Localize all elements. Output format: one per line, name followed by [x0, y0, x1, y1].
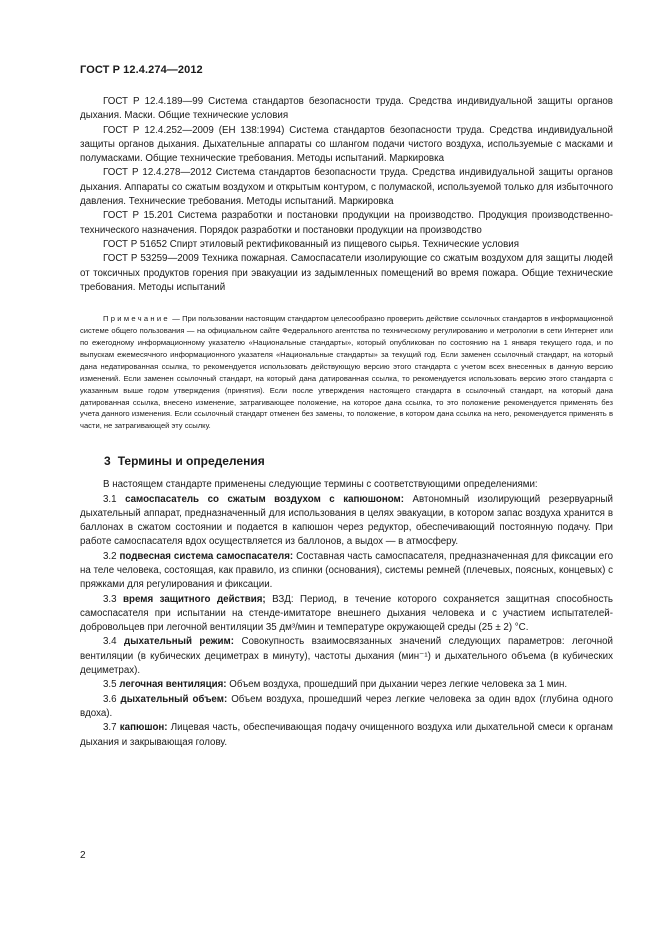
term-name: капюшон: — [119, 722, 168, 734]
term-number: 3.3 — [103, 593, 117, 605]
reference-item: ГОСТ Р 51652 Спирт этиловый ректификованный из пищевого сырья. Технические условия — [103, 238, 519, 250]
section-title: Термины и определения — [117, 454, 265, 469]
term-definition — [80, 721, 613, 750]
term-text: Объем воздуха, прошедший при дыхании через легкие человека за 1 мин. — [229, 679, 568, 691]
reference-item: ГОСТ Р 12.4.278—2012 Система стандартов безопасности труда. Средства индивидуальной защиты органов дыхания. Аппараты со сжатым воздухом и открытым контуром, с полумаской, используемой только для избыточного давления. Технические требования. Методы испытаний. Маркировка — [80, 167, 613, 208]
term-text: Объем воздуха, прошедший через легкие человека за один вдох (глубина одного вдоха). — [80, 693, 614, 719]
note-paragraph — [80, 313, 613, 432]
note-text: — При пользовании настоящим стандартом целесообразно проверить действие ссылочных стандартов в информационной системе общего пользования — на официальном сайте Федерального агентства по техническому регулированию и метрологии в сети Интернет или по ежегодному информационному указателю «Национальные стандарты», который опубликован по состоянию на 1 января текущего года, и по выпускам ежемесячного информационного указателя «Национальные стандарты» за текущий год. Если заменен ссылочный стандарт, на который дана недатированная ссылка, то рекомендуется использовать действующую версию этого стандарта с учетом всех внесенных в данную версию изменений. Если заменен ссылочный стандарт, на который дана датированная ссылка, то рекомендуется использовать версию этого стандарта с указанным выше годом утверждения (принятия). Если после утверждения настоящего стандарта в ссылочный стандарт, на который дана датированная ссылка, внесено изменение, затрагивающее положение, на которое дана ссылка, то это положение рекомендуется применять без учета данного изменения. Если ссылочный стандарт отменен без замены, то положение, в котором дана ссылка на него, рекомендуется применять в части, не затрагивающей эту ссылку. — [80, 314, 613, 431]
note-label: Примечание — [103, 314, 170, 324]
page-number: 2 — [80, 850, 86, 861]
term-definition — [80, 635, 613, 678]
term-number: 3.1 — [103, 493, 117, 505]
reference-item: ГОСТ Р 12.4.189—99 Система стандартов безопасности труда. Средства индивидуальной защиты органов дыхания. Маски. Общие технические условия — [80, 96, 613, 122]
term-name: дыхательный объем: — [120, 693, 228, 705]
term-name: самоспасатель со сжатым воздухом с капюшоном: — [125, 493, 405, 505]
term-text: Автономный изолирующий резервуарный дыхательный аппарат, предназначенный для использования в целях эвакуации, в котором запас воздуха хранится в баллонах в сжатом состоянии и подается в капюшон через редуктор, обеспечивающий постоянную подачу. При работе самоспасателя вдох осуществляется из баллонов, а выдох — в атмосферу. — [80, 493, 613, 548]
section-intro: В настоящем стандарте применены следующие термины с соответствующими определениями: — [103, 479, 538, 491]
term-number: 3.4 — [103, 636, 117, 648]
term-number: 3.7 — [103, 722, 117, 734]
term-number: 3.2 — [103, 550, 117, 562]
term-number: 3.5 — [103, 679, 117, 691]
reference-item: ГОСТ Р 15.201 Система разработки и постановки продукции на производство. Продукция производственно-технического назначения. Порядок разработки и постановки продукции на производство — [80, 210, 613, 236]
term-name: время защитного действия; — [123, 593, 266, 605]
term-definition — [80, 593, 613, 636]
term-definition — [80, 678, 613, 692]
section-heading — [104, 454, 613, 468]
page-content — [80, 95, 613, 750]
term-definition — [80, 693, 613, 722]
term-definition — [80, 550, 613, 593]
term-text: ВЗД: Период, в течение которого сохраняется защитная способность самоспасателя при испытании на стенде-имитаторе внешнего дыхания человека и с участием испытателей-добровольцев при легочной вентиляции 35 дм³/мин и температуре окружающей среды (25 ± 2) °С. — [80, 593, 613, 634]
terms-list — [80, 493, 613, 750]
term-definition — [80, 493, 613, 550]
term-name: легочная вентиляция: — [119, 679, 227, 691]
term-name: подвесная система самоспасателя: — [119, 550, 294, 562]
reference-item: ГОСТ Р 12.4.252—2009 (ЕН 138:1994) Система стандартов безопасности труда. Средства индивидуальной защиты органов дыхания. Дыхательные аппараты со шлангом подачи чистого воздуха, используемые с масками и полумасками. Общие технические требования. Методы испытаний. Маркировка — [80, 124, 613, 165]
section-number: 3 — [104, 454, 111, 469]
term-text: Составная часть самоспасателя, предназначенная для фиксации его на теле человека, состоящая, как правило, из спинки (основания), системы ремней (плечевых, поясных, концевых) с пряжками для регулирования и фиксации. — [80, 550, 613, 591]
term-text: Совокупность взаимосвязанных значений следующих параметров: легочной вентиляции (в кубических дециметрах в минуту), частоты дыхания (мин⁻¹) и дыхательного объема (в кубических дециметрах). — [80, 636, 613, 677]
reference-item: ГОСТ Р 53259—2009 Техника пожарная. Самоспасатели изолирующие со сжатым воздухом для защиты людей от токсичных продуктов горения при эвакуации из задымленных помещений во время пожара. Общие технические требования. Методы испытаний — [80, 253, 613, 293]
term-name: дыхательный режим: — [124, 636, 234, 648]
running-header: ГОСТ Р 12.4.274—2012 — [80, 64, 203, 76]
term-number: 3.6 — [103, 693, 117, 705]
term-text: Лицевая часть, обеспечивающая подачу очищенного воздуха или дыхательной смеси к органам дыхания и закрывающая голову. — [80, 722, 613, 748]
references-list — [80, 95, 613, 295]
